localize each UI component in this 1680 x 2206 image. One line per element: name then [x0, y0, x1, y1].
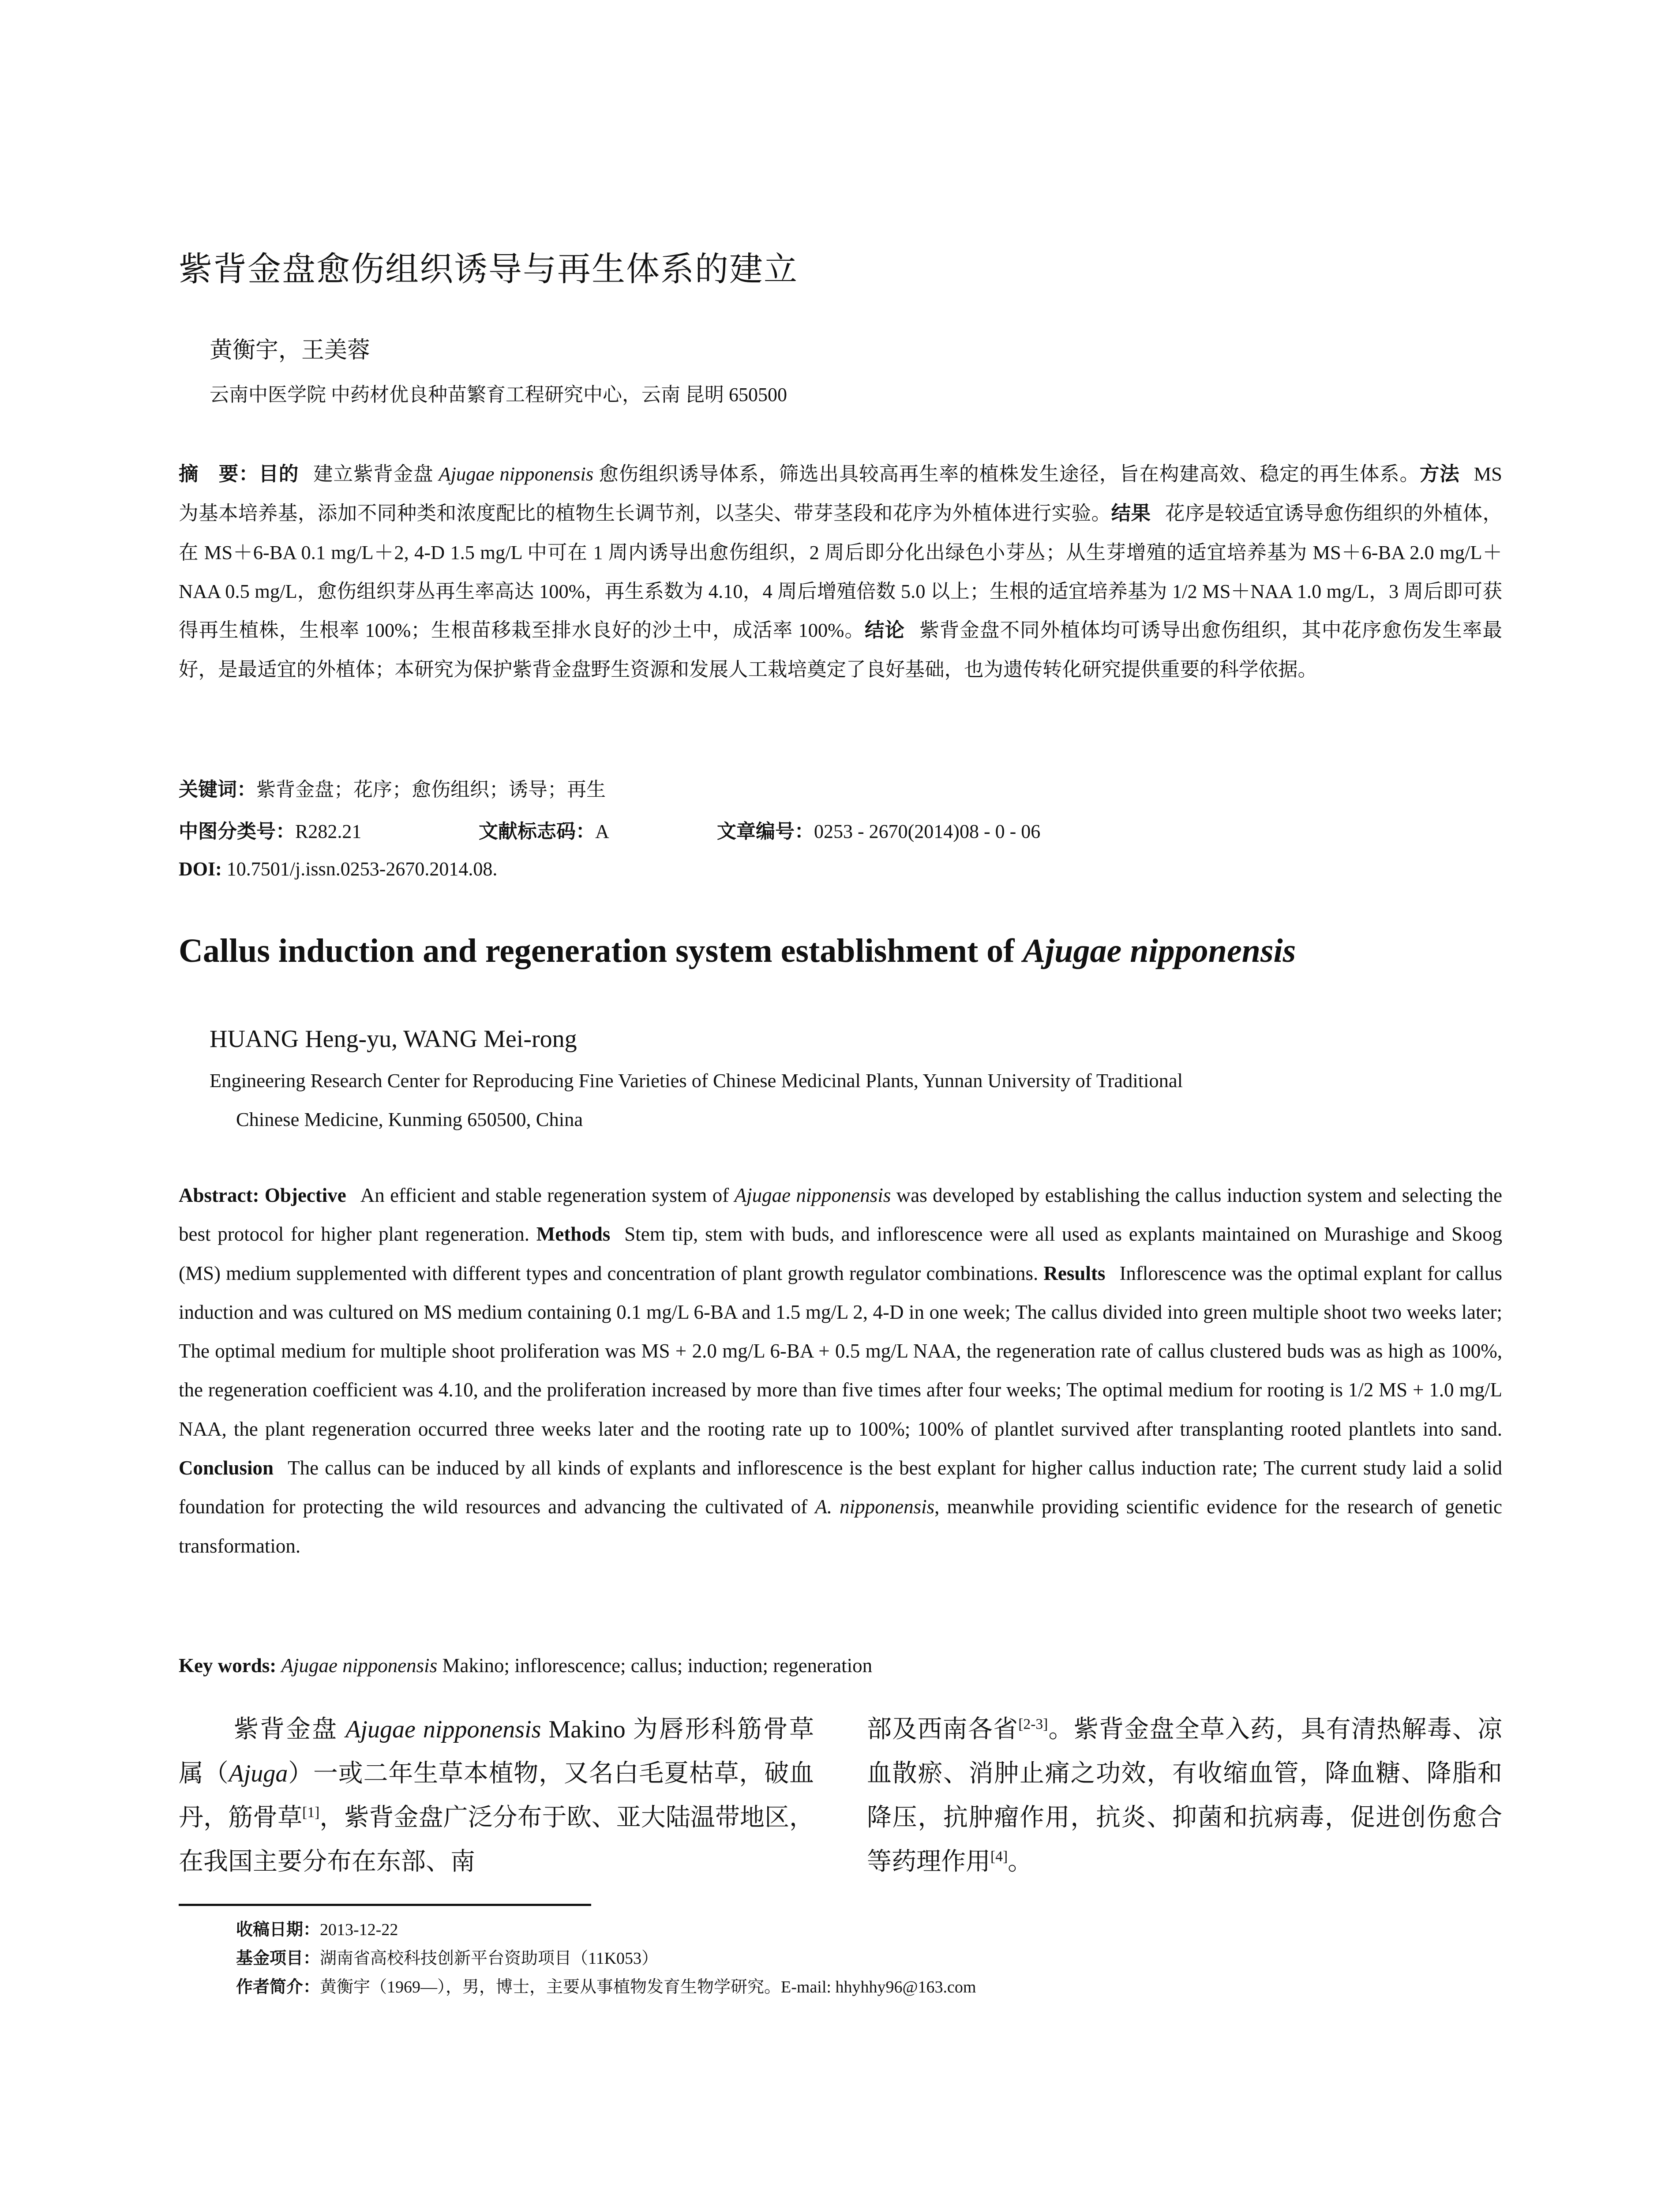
en-conclusion-text-b: , meanwhile providing scientific evidence for the research of genetic transformation.: [179, 1496, 1502, 1557]
fund-label: 基金项目：: [236, 1948, 320, 1968]
chinese-abstract: [179, 454, 1502, 689]
en-methods-text: Stem tip, stem with buds, and inflorescence were all used as explants maintained on Murashige and Skoog (MS) medium supplemented with different types and concentration of plant growth regulator combinations.: [179, 1223, 1503, 1284]
chinese-keywords: [179, 774, 606, 805]
english-keywords: [179, 1648, 872, 1683]
body-left-c: ）一或二年生草本植物，又名白毛夏枯草，破血丹，筋骨草: [179, 1760, 814, 1831]
clc-value: R282.21: [295, 821, 362, 842]
chinese-title: 紫背金盘愈伤组织诱导与再生体系的建立: [179, 249, 798, 289]
english-title-main: Callus induction and regeneration system establishment of: [179, 932, 1023, 969]
keywords-label: 关键词：: [179, 778, 256, 801]
body-right-c: 。: [1008, 1848, 1033, 1876]
en-keywords-rest: Makino; inflorescence; callus; induction; regeneration: [437, 1654, 873, 1677]
en-keywords-species: Ajugae nipponensis: [281, 1654, 438, 1677]
objective-species: Ajugae nipponensis: [439, 463, 594, 485]
body-left-d: ，紫背金盘广泛分布于欧、亚大陆温带地区，在我国主要分布在东部、南: [179, 1804, 814, 1876]
results-label: 结果: [1111, 502, 1151, 525]
body-right-b: 。紫背金盘全草入药，具有清热解毒、凉血散瘀、消肿止痛之功效，有收缩血管，降血糖、降脂和降压，抗肿瘤作用，抗炎、抑菌和抗病毒，促进创伤愈合等药理作用: [867, 1716, 1502, 1876]
body-left-b: Makino 为唇形科筋骨草属（: [179, 1716, 814, 1787]
received-label: 收稿日期：: [236, 1920, 320, 1939]
methods-label: 方法: [1419, 463, 1460, 485]
citation-2-3: [2-3]: [1018, 1716, 1048, 1733]
chinese-authors: 黄衡宇，王美蓉: [210, 338, 371, 363]
classification-line: [179, 816, 1040, 847]
article-no-label: 文章编号：: [717, 820, 814, 843]
keywords-text: 紫背金盘；花序；愈伤组织；诱导；再生: [256, 779, 606, 800]
en-conclusion-label: Conclusion: [179, 1457, 274, 1479]
en-methods-label: Methods: [536, 1223, 611, 1246]
chinese-affiliation: 云南中医学院 中药材优良种苗繁育工程研究中心，云南 昆明 650500: [210, 384, 787, 405]
abstract-label: 摘 要：: [179, 463, 259, 485]
author-label: 作者简介：: [236, 1977, 320, 1996]
en-objective-text-a: An efficient and stable regeneration system of: [360, 1184, 735, 1206]
english-affiliation-line2: Chinese Medicine, Kunming 650500, China: [236, 1108, 583, 1130]
en-conclusion-species: A. nipponensis: [815, 1496, 935, 1518]
body-left-species: Ajugae nipponensis: [345, 1716, 541, 1743]
citation-1: [1]: [302, 1804, 320, 1821]
en-keywords-label: Key words:: [179, 1654, 277, 1677]
en-conclusion-text-a: The callus can be induced by all kinds of explants and inflorescence is the best explant for higher callus induction rate; The current study laid a solid foundation for protecting the wild resources and advancing the cultivated of: [179, 1457, 1502, 1518]
body-column-right: [867, 1707, 1502, 1884]
received-value: 2013-12-22: [320, 1921, 398, 1939]
results-text: 花序是较适宜诱导愈伤组织的外植体，在 MS＋6-BA 0.1 mg/L＋2, 4-D 1.5 mg/L 中可在 1 周内诱导出愈伤组织，2 周后即分化出绿色小芽丛；从生芽增殖的适宜培养基为 MS＋6-BA 2.0 mg/L＋NAA 0.5 mg/L，愈伤组织芽丛再生率高达 100%，再生系数为 4.10，4 周后增殖倍数 5.0 以上；生根的适宜培养基为 1/2 MS＋NAA 1.0 mg/L，3 周后即可获得再生植株，生根率 100%；生根苗移栽至排水良好的沙土中，成活率 100%。: [179, 502, 1502, 641]
footnote-author: [236, 1974, 976, 2000]
conclusion-label: 结论: [864, 619, 905, 642]
en-objective-species: Ajugae nipponensis: [734, 1184, 891, 1206]
conclusion-text: 紫背金盘不同外植体均可诱导出愈伤组织，其中花序愈伤发生率最好，是最适宜的外植体；本研究为保护紫背金盘野生资源和发展人工栽培奠定了良好基础，也为遗传转化研究提供重要的科学依据。: [179, 619, 1502, 680]
objective-label: 目的: [259, 463, 299, 485]
body-left-genus: Ajuga: [229, 1760, 288, 1787]
english-affiliation-line1: Engineering Research Center for Reproducing Fine Varieties of Chinese Medicinal Plants, Yunnan University of Traditional: [210, 1069, 1183, 1092]
article-no-value: 0253 - 2670(2014)08 - 0 - 06: [814, 821, 1041, 842]
doc-code-value: A: [595, 821, 609, 842]
body-column-left: [179, 1707, 814, 1884]
english-authors: HUANG Heng-yu, WANG Mei-rong: [210, 1025, 577, 1053]
author-value: 黄衡宇（1969—），男，博士，主要从事植物发育生物学研究。E-mail: hhyhhy96@163.com: [320, 1978, 976, 1996]
footnote-fund: [236, 1946, 658, 1971]
english-title: [179, 924, 1296, 977]
english-abstract: [179, 1176, 1502, 1565]
english-affiliation: [210, 1061, 1502, 1139]
objective-text-b: 愈伤组织诱导体系，筛选出具较高再生率的植株发生途径，旨在构建高效、稳定的再生体系。: [593, 463, 1420, 485]
en-objective-text-b: was developed by establishing the callus induction system and selecting the best protocol for higher plant regeneration.: [179, 1184, 1503, 1246]
methods-text: MS 为基本培养基，添加不同种类和浓度配比的植物生长调节剂，以茎尖、带芽茎段和花序为外植体进行实验。: [179, 463, 1502, 524]
citation-4: [4]: [990, 1848, 1008, 1865]
footnote-divider: [179, 1904, 591, 1906]
body-right-a: 部及西南各省: [867, 1716, 1019, 1743]
doi-value: 10.7501/j.issn.0253-2670.2014.08.: [226, 858, 498, 880]
doi-label: DOI:: [179, 858, 222, 880]
footnote-received: [236, 1917, 398, 1942]
en-results-text: Inflorescence was the optimal explant for callus induction and was cultured on MS medium containing 0.1 mg/L 6-BA and 1.5 mg/L 2, 4-D in one week; The callus divided into green multiple shoot two weeks later; The optimal medium for multiple shoot proliferation was MS + 2.0 mg/L 6-BA + 0.5 mg/L NAA, the regeneration rate of callus clustered buds was as high as 100%, the regeneration coefficient was 4.10, and the proliferation increased by more than five times after four weeks; The optimal medium for rooting is 1/2 MS + 1.0 mg/L NAA, the plant regeneration occurred three weeks later and the rooting rate up to 100%; 100% of plantlet survived after transplanting rooted plantlets into sand.: [179, 1262, 1502, 1440]
objective-text-a: 建立紫背金盘: [313, 463, 439, 485]
english-title-species: Ajugae nipponensis: [1023, 932, 1296, 969]
body-left-a: 紫背金盘: [234, 1716, 346, 1743]
doi-line: [179, 854, 497, 885]
en-objective-label: Objective: [264, 1184, 346, 1206]
fund-value: 湖南省高校科技创新平台资助项目（11K053）: [320, 1949, 659, 1968]
en-abstract-label: Abstract:: [179, 1184, 259, 1206]
en-results-label: Results: [1043, 1262, 1106, 1284]
doc-code-label: 文献标志码：: [479, 820, 595, 843]
clc-label: 中图分类号：: [179, 820, 295, 843]
